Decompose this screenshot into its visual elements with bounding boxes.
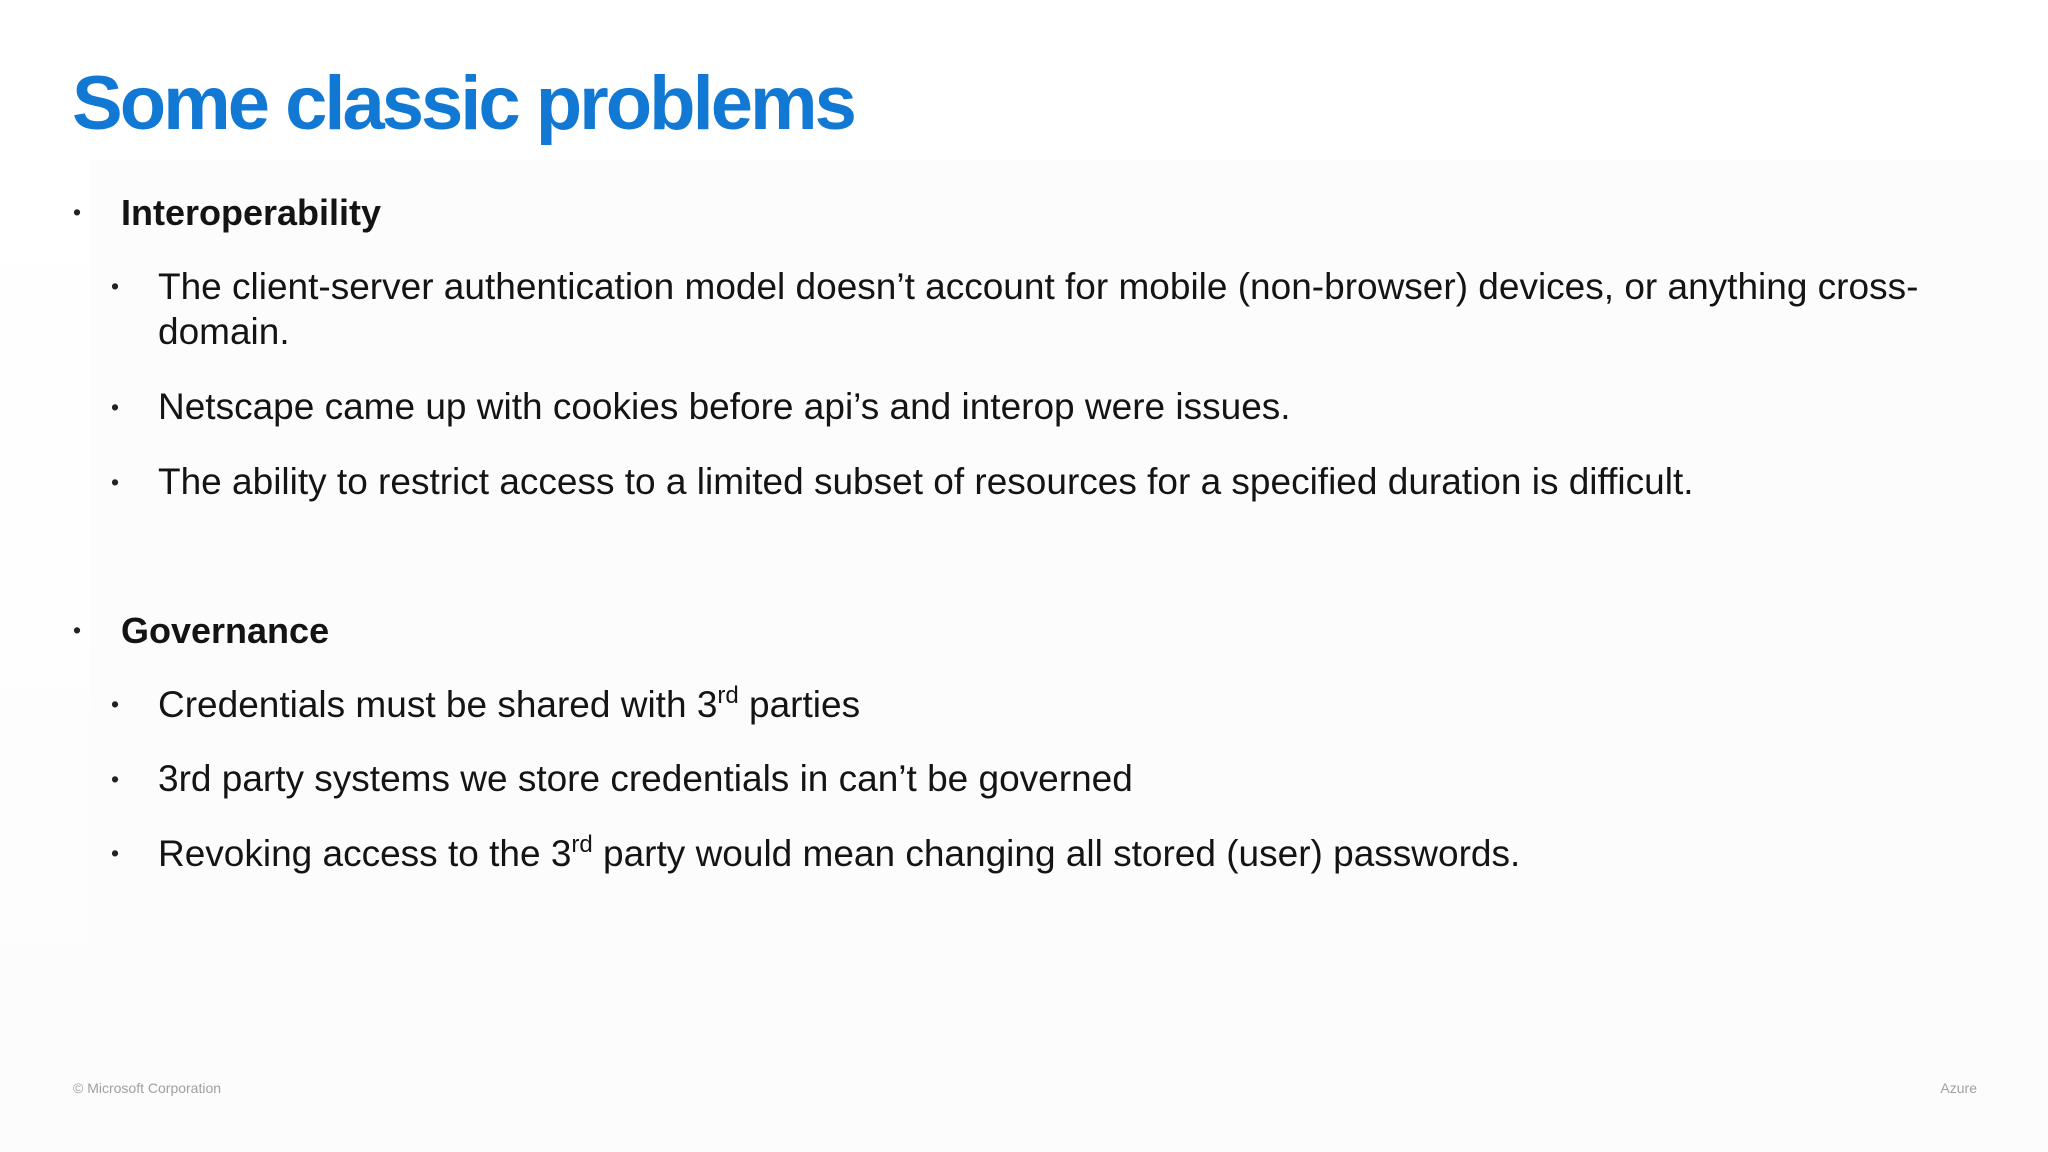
bullet-icon: • bbox=[73, 199, 82, 225]
bullet-icon: • bbox=[111, 273, 120, 299]
list-item-restrict-access: The ability to restrict access to a limited subset of resources for a specified duration is difficult. bbox=[158, 461, 1694, 502]
item-text: Revoking access to the 3 bbox=[158, 833, 572, 874]
section-heading-governance: Governance bbox=[121, 610, 330, 651]
list-item-shared-credentials bbox=[158, 682, 860, 727]
bullet-icon: • bbox=[73, 617, 82, 643]
list-item-revoking-access bbox=[158, 831, 1520, 876]
bullet-icon: • bbox=[111, 840, 120, 866]
list-item-client-server-model: The client-server authentication model doesn’t account for mobile (non-browser) devices, or anything cross-domain. bbox=[158, 266, 1919, 352]
bullet-icon: • bbox=[111, 394, 120, 420]
section-heading-interoperability: Interoperability bbox=[121, 192, 382, 233]
bullet-icon: • bbox=[111, 766, 120, 792]
bullet-icon: • bbox=[111, 691, 120, 717]
item-text: Credentials must be shared with 3 bbox=[158, 684, 718, 725]
footer-copyright: © Microsoft Corporation bbox=[73, 1080, 222, 1096]
bullet-icon: • bbox=[111, 469, 120, 495]
item-text: party would mean changing all stored (user) passwords. bbox=[592, 833, 1521, 874]
item-text: parties bbox=[738, 684, 861, 725]
slide-title: Some classic problems bbox=[72, 61, 854, 146]
footer-brand: Azure bbox=[1940, 1080, 1977, 1096]
list-item-third-party-systems: 3rd party systems we store credentials in can’t be governed bbox=[158, 758, 1133, 799]
ordinal-suffix: rd bbox=[571, 831, 593, 858]
ordinal-suffix: rd bbox=[717, 682, 739, 709]
list-item-netscape-cookies: Netscape came up with cookies before api’s and interop were issues. bbox=[158, 386, 1291, 427]
